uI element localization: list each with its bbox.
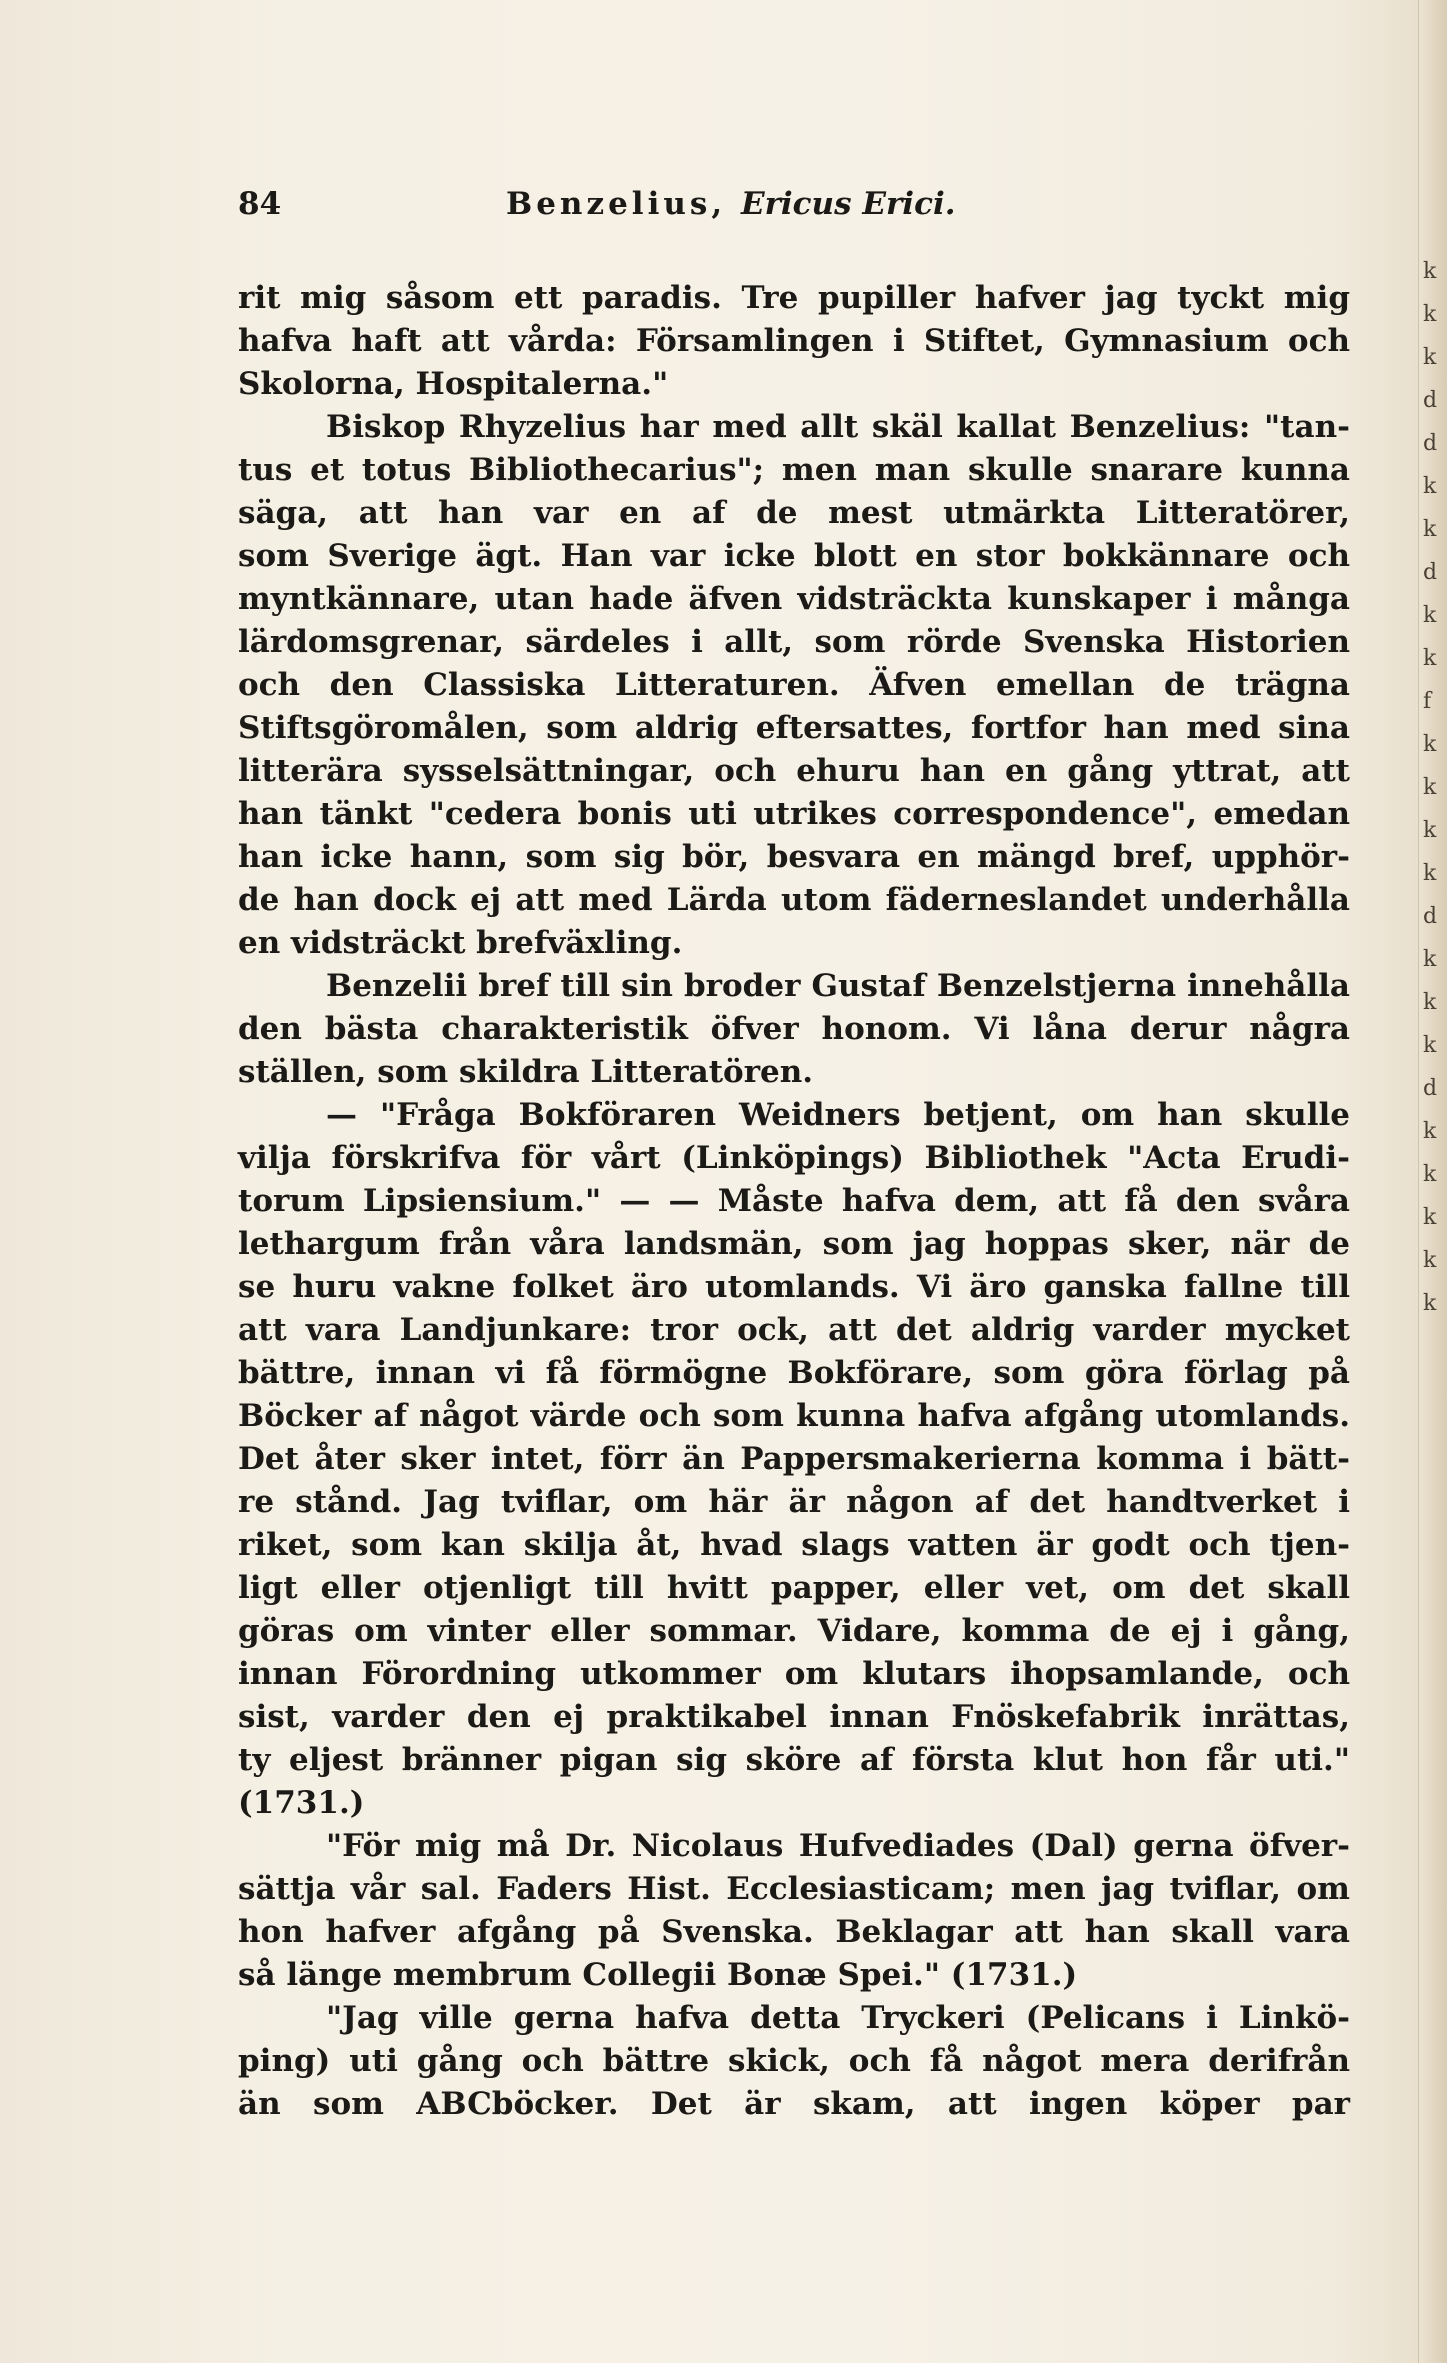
text-line: "För mig må Dr. Nicolaus Hufvediades (Dal) gerna öfver- (326, 1828, 1350, 1864)
text-line: och den Classiska Litteraturen. Äfven emellan de trägna (238, 667, 1350, 703)
text-line: se huru vakne folket äro utomlands. Vi äro ganska fallne till (238, 1269, 1350, 1305)
margin-glyph: k (1423, 302, 1437, 327)
text-line: riket, som kan skilja åt, hvad slags vatten är godt och tjen- (238, 1527, 1350, 1563)
text-line: ping) uti gång och bättre skick, och få något mera derifrån (238, 2043, 1350, 2079)
margin-glyph: d (1423, 560, 1438, 585)
text-line: den bästa charakteristik öfver honom. Vi låna derur några (238, 1011, 1350, 1047)
margin-glyph: k (1423, 861, 1437, 886)
margin-glyph: d (1423, 904, 1438, 929)
text-line: innan Förordning utkommer om klutars ihopsamlande, och (238, 1656, 1350, 1692)
text-line: — "Fråga Bokföraren Weidners betjent, om han skulle (326, 1097, 1350, 1133)
margin-glyph: k (1423, 818, 1437, 843)
text-line: ty eljest bränner pigan sig sköre af första klut hon får uti." (238, 1742, 1350, 1778)
text-line: rit mig såsom ett paradis. Tre pupiller hafver jag tyckt mig (238, 280, 1350, 316)
margin-glyph: k (1423, 732, 1437, 757)
margin-glyph: k (1423, 775, 1437, 800)
margin-glyph: d (1423, 1076, 1438, 1101)
margin-glyph: k (1423, 1248, 1437, 1273)
text-line: Benzelii bref till sin broder Gustaf Benzelstjerna innehålla (326, 968, 1350, 1004)
margin-glyph: k (1423, 1291, 1437, 1316)
text-line: re stånd. Jag tviflar, om här är någon af det handtverket i (238, 1484, 1350, 1520)
text-line: än som ABCböcker. Det är skam, att ingen köper par (238, 2086, 1350, 2122)
text-line: Stiftsgöromålen, som aldrig eftersattes, fortfor han med sina (238, 710, 1350, 746)
text-line: lethargum från våra landsmän, som jag hoppas sker, när de (238, 1226, 1350, 1262)
text-line: vilja förskrifva för vårt (Linköpings) Bibliothek "Acta Erudi- (238, 1140, 1350, 1176)
margin-glyph: k (1423, 517, 1437, 542)
text-line: litterära sysselsättningar, och ehuru han en gång yttrat, att (238, 753, 1350, 789)
text-line: (1731.) (238, 1785, 365, 1821)
text-line: "Jag ville gerna hafva detta Tryckeri (Pelicans i Linkö- (326, 2000, 1350, 2036)
text-line: han icke hann, som sig bör, besvara en mängd bref, upphör- (238, 839, 1350, 875)
text-line: en vidsträckt brefväxling. (238, 925, 683, 961)
margin-glyph: k (1423, 259, 1437, 284)
text-line: hafva haft att vårda: Församlingen i Stiftet, Gymnasium och (238, 323, 1350, 359)
margin-glyph: k (1423, 1162, 1437, 1187)
text-line: Böcker af något värde och som kunna hafva afgång utomlands. (238, 1398, 1350, 1434)
text-line: tus et totus Bibliothecarius"; men man skulle snarare kunna (238, 452, 1350, 488)
margin-glyph: d (1423, 431, 1438, 456)
text-line: sättja vår sal. Faders Hist. Ecclesiasticam; men jag tviflar, om (238, 1871, 1350, 1907)
page-number: 84 (238, 186, 282, 222)
text-line: ställen, som skildra Litteratören. (238, 1054, 814, 1090)
body-text (238, 277, 1350, 2126)
text-line: ligt eller otjenligt till hvitt papper, eller vet, om det skall (238, 1570, 1350, 1606)
margin-glyph: k (1423, 1033, 1437, 1058)
text-line: torum Lipsiensium." — — Måste hafva dem, att få den svåra (238, 1183, 1350, 1219)
margin-glyph: k (1423, 947, 1437, 972)
text-line: så länge membrum Collegii Bonæ Spei." (1731.) (238, 1957, 1078, 1993)
page-header (238, 186, 1336, 236)
running-title (506, 186, 956, 222)
margin-glyph: k (1423, 990, 1437, 1015)
text-line: göras om vinter eller sommar. Vidare, komma de ej i gång, (238, 1613, 1350, 1649)
text-line: sist, varder den ej praktikabel innan Fnöskefabrik inrättas, (238, 1699, 1350, 1735)
text-line: Det åter sker intet, förr än Pappersmakerierna komma i bätt- (238, 1441, 1350, 1477)
text-line: lärdomsgrenar, särdeles i allt, som rörde Svenska Historien (238, 624, 1350, 660)
text-line: att vara Landjunkare: tror ock, att det aldrig varder mycket (238, 1312, 1350, 1348)
margin-glyph: f (1423, 689, 1432, 714)
text-line: Skolorna, Hospitalerna." (238, 366, 669, 402)
text-line: myntkännare, utan hade äfven vidsträckta kunskaper i många (238, 581, 1350, 617)
running-title-italic: Ericus Erici. (740, 186, 956, 222)
text-line: som Sverige ägt. Han var icke blott en stor bokkännare och (238, 538, 1350, 574)
margin-glyph: d (1423, 388, 1438, 413)
margin-glyph: k (1423, 345, 1437, 370)
margin-glyph: k (1423, 603, 1437, 628)
margin-glyph: k (1423, 1119, 1437, 1144)
text-line: Biskop Rhyzelius har med allt skäl kallat Benzelius: "tan- (326, 409, 1350, 445)
margin-glyph: k (1423, 1205, 1437, 1230)
text-line: hon hafver afgång på Svenska. Beklagar att han skall vara (238, 1914, 1350, 1950)
text-line: säga, att han var en af de mest utmärkta Litteratörer, (238, 495, 1350, 531)
text-line: han tänkt "cedera bonis uti utrikes correspondence", emedan (238, 796, 1350, 832)
margin-glyph: k (1423, 474, 1437, 499)
margin-glyph: k (1423, 646, 1437, 671)
text-line: de han dock ej att med Lärda utom fäderneslandet underhålla (238, 882, 1350, 918)
text-line: bättre, innan vi få förmögne Bokförare, som göra förlag på (238, 1355, 1350, 1391)
running-title-name: Benzelius, (506, 186, 727, 222)
bleed-through-margin (1423, 250, 1443, 1325)
